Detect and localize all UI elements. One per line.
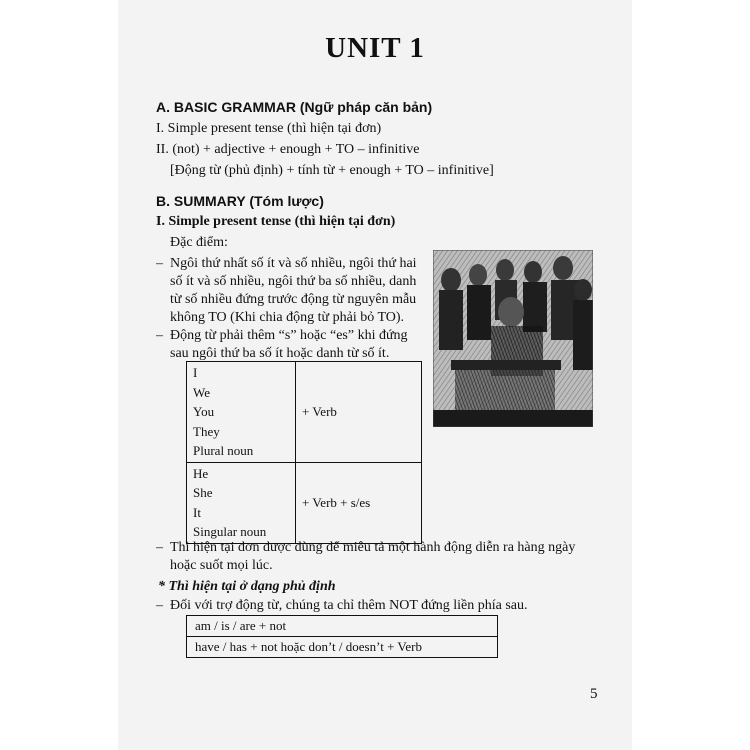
- singular-subjects-cell: [187, 462, 296, 543]
- section-b-subheading: I. Simple present tense (thì hiện tại đơn): [156, 214, 396, 229]
- negative-table: [186, 615, 498, 658]
- bullet2-line-2: sau ngôi thứ ba số ít hoặc danh từ số ít.: [170, 346, 390, 361]
- subject-label: It: [193, 504, 201, 520]
- subject-label: You: [193, 404, 215, 419]
- table-row: [187, 616, 498, 637]
- table-cell: am / is / are + not: [187, 616, 498, 637]
- subject-label: They: [193, 423, 220, 439]
- subject-label: Singular noun: [193, 524, 267, 539]
- verb-form-cell: + Verb + s/es: [296, 462, 422, 543]
- page-number: 5: [590, 686, 598, 702]
- section-a-item-3: [Động từ (phủ định) + tính từ + enough + TO – infinitive]: [170, 163, 494, 178]
- bullet1-line-2: số ít và số nhiều, ngôi thứ ba số nhiều, danh: [170, 274, 417, 289]
- negative-note: Đối với trợ động từ, chúng ta chỉ thêm NOT đứng liền phía sau.: [170, 598, 528, 613]
- subject-label: I: [193, 365, 198, 380]
- document-page: [118, 0, 632, 750]
- page-title: UNIT 1: [325, 32, 425, 64]
- subject-label: Plural noun: [193, 443, 254, 458]
- bullet2-line-1: Động từ phải thêm “s” hoặc “es” khi đứng: [170, 328, 408, 343]
- features-label: Đặc điểm:: [170, 235, 228, 250]
- section-a-item-2: II. (not) + adjective + enough + TO – infinitive: [156, 142, 420, 157]
- section-b-heading: B. SUMMARY (Tóm lược): [156, 193, 324, 209]
- engraving-illustration: [433, 250, 593, 427]
- bullet1-line-1: Ngôi thứ nhất số ít và số nhiều, ngôi thứ hai: [170, 256, 417, 271]
- conjugation-table: [186, 361, 422, 544]
- bullet1-line-4: không TO (Khi chia động từ phải bỏ TO).: [170, 310, 405, 325]
- bullet-dash: –: [156, 540, 163, 555]
- bullet-dash: –: [156, 598, 163, 613]
- bullet-dash: –: [156, 256, 163, 271]
- bullet1-line-3: từ số nhiều đứng trước động từ nguyên mẫu: [170, 292, 417, 307]
- bullet-dash: –: [156, 328, 163, 343]
- usage-line-2: hoặc suốt mọi lúc.: [170, 558, 273, 573]
- usage-line-1: Thì hiện tại đơn được dùng để miêu tả một hành động diễn ra hàng ngày: [170, 540, 576, 555]
- plural-subjects-cell: [187, 362, 296, 463]
- table-row: [187, 362, 422, 463]
- negative-heading: * Thì hiện tại ở dạng phủ định: [158, 579, 336, 594]
- table-row: [187, 637, 498, 658]
- subject-label: She: [193, 485, 213, 500]
- verb-form-cell: + Verb: [296, 362, 422, 463]
- section-a-heading: A. BASIC GRAMMAR (Ngữ pháp căn bản): [156, 99, 433, 115]
- section-a-item-1: I. Simple present tense (thì hiện tại đơn): [156, 121, 382, 136]
- subject-label: He: [193, 465, 209, 481]
- table-cell: have / has + not hoặc don’t / doesn’t + Verb: [187, 637, 498, 658]
- table-row: [187, 462, 422, 543]
- subject-label: We: [193, 384, 210, 400]
- illustration-photo: [433, 250, 593, 427]
